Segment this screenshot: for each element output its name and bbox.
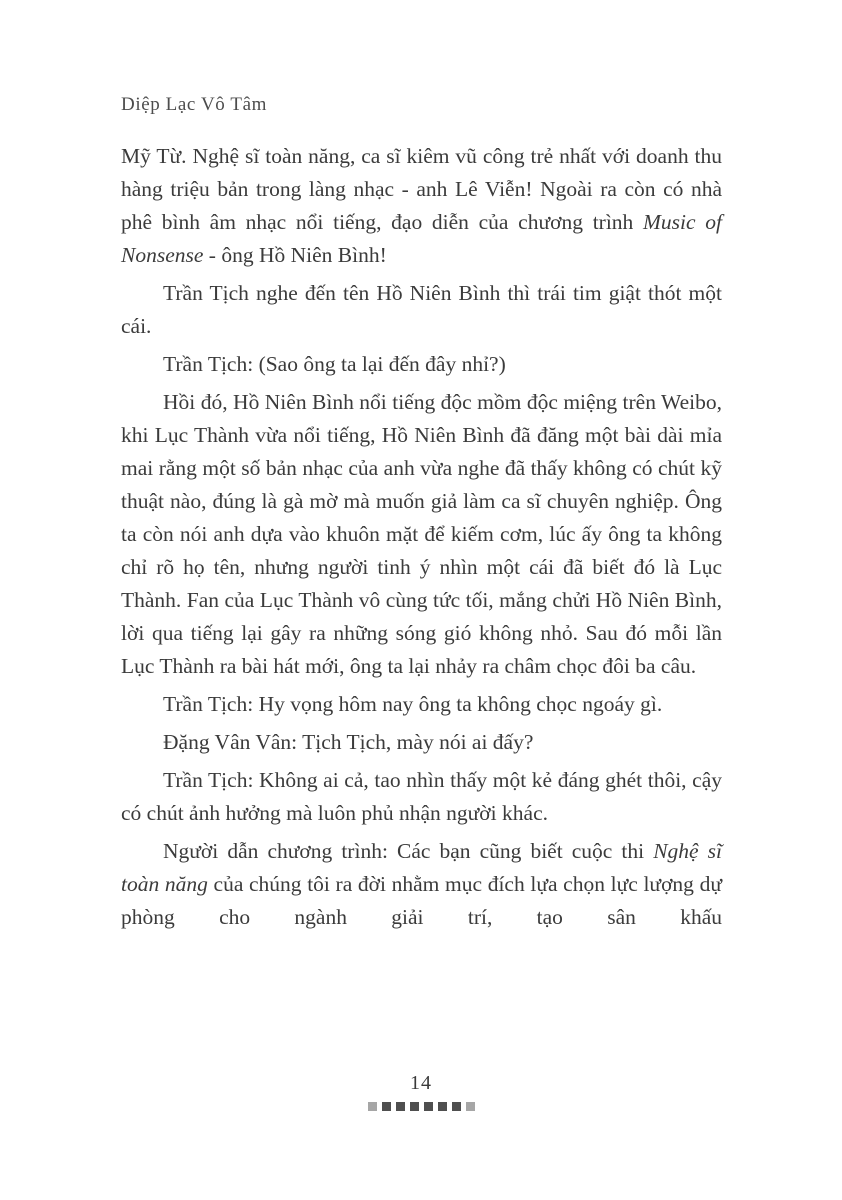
italic-text-segment: Music of Nonsense [121, 210, 722, 267]
text-segment: của chúng tôi ra đời nhằm mục đích lựa chọn lực lượng dự phòng cho ngành giải trí, tạo sân khấu [121, 872, 722, 929]
ornament-square [452, 1102, 461, 1111]
paragraph [121, 277, 722, 343]
text-segment: Trần Tịch nghe đến tên Hồ Niên Bình thì trái tim giật thót một cái. [121, 281, 722, 338]
ornament-square [466, 1102, 475, 1111]
text-block [121, 140, 722, 939]
paragraph [121, 348, 722, 381]
running-header: Diệp Lạc Vô Tâm [121, 94, 268, 115]
paragraph [121, 386, 722, 683]
ornament-square [410, 1102, 419, 1111]
page-footer [0, 1072, 842, 1111]
text-segment: Mỹ Từ. Nghệ sĩ toàn năng, ca sĩ kiêm vũ công trẻ nhất với doanh thu hàng triệu bản trong làng nhạc - anh Lê Viễn! Ngoài ra còn có nhà phê bình âm nhạc nổi tiếng, đạo diễn của chương trình [121, 144, 722, 234]
ornament-square [438, 1102, 447, 1111]
paragraph [121, 835, 722, 934]
text-segment: Trần Tịch: Không ai cả, tao nhìn thấy một kẻ đáng ghét thôi, cậy có chút ảnh hưởng mà luôn phủ nhận người khác. [121, 768, 722, 825]
ornament-square [368, 1102, 377, 1111]
page-number: 14 [410, 1072, 432, 1094]
paragraph [121, 726, 722, 759]
paragraph [121, 140, 722, 272]
text-segment: Trần Tịch: (Sao ông ta lại đến đây nhỉ?) [163, 352, 506, 376]
text-segment: Hồi đó, Hồ Niên Bình nổi tiếng độc mồm độc miệng trên Weibo, khi Lục Thành vừa nổi tiếng, Hồ Niên Bình đã đăng một bài dài mỉa mai rằng một số bản nhạc của anh vừa nghe đã thấy không có chút kỹ thuật nào, đúng là gà mờ mà muốn giả làm ca sĩ chuyên nghiệp. Ông ta còn nói anh dựa vào khuôn mặt để kiếm cơm, lúc ấy ông ta không chỉ rõ họ tên, nhưng người tinh ý nhìn một cái đã biết đó là Lục Thành. Fan của Lục Thành vô cùng tức tối, mắng chửi Hồ Niên Bình, lời qua tiếng lại gây ra những sóng gió không nhỏ. Sau đó mỗi lần Lục Thành ra bài hát mới, ông ta lại nhảy ra châm chọc đôi ba câu. [121, 390, 722, 678]
text-segment: Trần Tịch: Hy vọng hôm nay ông ta không chọc ngoáy gì. [163, 692, 663, 716]
text-segment: - ông Hồ Niên Bình! [203, 243, 387, 267]
text-segment: Người dẫn chương trình: Các bạn cũng biết cuộc thi [163, 839, 654, 863]
paragraph [121, 764, 722, 830]
italic-text-segment: Nghệ sĩ toàn năng [121, 839, 722, 896]
text-segment: Đặng Vân Vân: Tịch Tịch, mày nói ai đấy? [163, 730, 534, 754]
paragraph [121, 688, 722, 721]
ornament-square [396, 1102, 405, 1111]
ornament-square [424, 1102, 433, 1111]
ornament-square [382, 1102, 391, 1111]
footer-ornament [0, 1102, 842, 1111]
